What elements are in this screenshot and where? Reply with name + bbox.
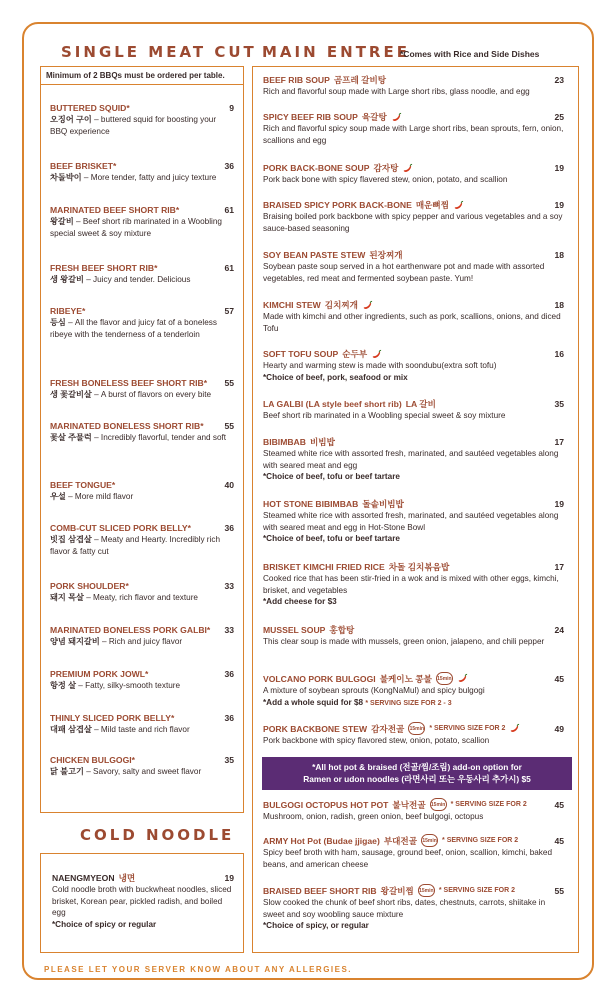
item-choice [263,920,564,932]
item-korean-name: 양념 돼지갈비 [50,637,100,646]
meat-item [50,305,234,340]
item-description [50,432,234,444]
item-description: Beef short rib marinated in a Woobling special sweet & soy mixture [263,411,506,420]
item-description [50,724,234,736]
item-description: Cooked rice that has been stir-fried in a wok and is mixed with other eggs, kimchi, brisket, and vegetables [263,574,559,595]
item-price: 55 [224,378,234,388]
serving-size: * SERVING SIZE FOR 2 [438,886,515,894]
timer-icon: 15min [418,884,435,897]
item-description: This clear soup is made with mussels, green onion, jalapeno, and chili pepper [263,637,545,646]
item-choice-text: *Choice of beef, tofu or beef tartare [263,472,400,481]
item-desc-text: – Meaty, rich flavor and texture [83,593,198,602]
item-desc-text: – Mild taste and rich flavor [91,725,190,734]
item-description: Braising boiled pork backbone with spicy pepper and various vegetables and a soy sauce-based seasoning [263,212,563,233]
item-price: 19 [554,200,564,210]
banner-line-1: *All hot pot & braised (전골/찜/조림) add-on option for [312,762,522,772]
main-entree-note: *Comes with Rice and Side Dishes [400,49,540,59]
item-price: 19 [554,499,564,509]
timer-icon: 15min [421,834,438,847]
item-name: PREMIUM PORK JOWL* [50,669,149,679]
item-price: 33 [224,581,234,591]
item-name: BEEF RIB SOUP [263,75,330,85]
item-name: BUTTERED SQUID* [50,103,130,113]
item-price: 35 [224,755,234,765]
item-description: Rich and flavorful spicy soup made with Large short ribs, bean sprouts, fern, onion, scallions and egg [263,124,564,145]
item-description [50,274,234,286]
item-price: 18 [554,250,564,260]
add-on-banner [262,757,572,790]
item-price: 36 [224,669,234,679]
item-korean-name: 빗집 삼겹살 [50,535,92,544]
allergy-footer: PLEASE LET YOUR SERVER KNOW ABOUT ANY ALLERGIES. [44,965,353,974]
item-korean-name: 대패 삼겹살 [50,725,92,734]
item-choice-text: *Choice of spicy, or regular [263,921,369,930]
item-price: 23 [554,75,564,85]
item-korean-name: 감자탕 [373,163,399,173]
item-description: Spicy beef broth with ham, sausage, ground beef, onion, scallion, kimchi, baked beans, and american cheese [263,848,553,869]
item-choice [263,596,564,608]
item-korean-name: 순두부 [342,349,368,359]
entree-item [263,798,564,823]
item-description: Cold noodle broth with buckwheat noodles, sliced brisket, Korean pear, pickled radish, and boiled egg [52,885,232,917]
item-price: 19 [224,873,234,883]
item-description [50,216,234,239]
item-description [50,636,234,648]
timer-icon: 15min [408,722,425,735]
item-choice-text: *Choice of beef, tofu or beef tartare [263,534,400,543]
single-meat-cut-title: SINGLE MEAT CUT [61,43,257,61]
item-choice [263,471,564,483]
item-description [50,317,234,340]
item-name: FRESH BEEF SHORT RIB* [50,263,158,273]
entree-item [263,74,564,98]
item-name: MUSSEL SOUP [263,625,326,635]
serving-size: * SERVING SIZE FOR 2 [450,800,527,808]
item-desc-text: – Incredibly flavorful, tender and soft [91,433,227,442]
item-description: Pork back bone with spicy flavered stew, onion, potato, and scallion [263,175,508,184]
item-korean-name: 생 꽃갈비살 [50,390,92,399]
divider [40,84,244,85]
chili-pepper-icon [371,349,382,360]
item-korean-name: 항정 살 [50,681,77,690]
item-name: KIMCHI STEW [263,300,321,310]
item-name: VOLCANO PORK BULGOGI [263,673,376,684]
item-korean-name: 돌솥비빔밥 [362,499,404,509]
item-price: 45 [554,835,564,846]
chili-pepper-icon [402,163,413,174]
item-korean-name: 김치찌개 [324,300,358,310]
meat-item [50,377,234,401]
entree-item [263,299,564,334]
item-desc-text: – Rich and juicy flavor [99,637,183,646]
entree-item [263,199,564,234]
item-description [50,172,234,184]
serving-size: * SERVING SIZE FOR 2 - 3 [365,699,452,707]
item-name: SOY BEAN PASTE STEW [263,250,366,260]
entree-item [263,672,564,709]
item-description [50,389,234,401]
item-name: BRISKET KIMCHI FRIED RICE [263,562,385,572]
item-name: BULGOGI OCTOPUS HOT POT [263,799,389,810]
main-entree-title: MAIN ENTREE [262,43,410,61]
item-price: 25 [554,112,564,122]
item-price: 49 [554,723,564,734]
item-korean-name: 닭 불고기 [50,767,84,776]
item-name: BRAISED SPICY PORK BACK-BONE [263,200,412,210]
item-korean-name: 왕갈비 [50,217,74,226]
entree-item [263,834,564,870]
meat-item [50,479,234,503]
item-name: NAENGMYEON [52,873,115,883]
item-choice [263,697,564,710]
item-price: 9 [229,103,234,113]
item-desc-text: – buttered squid for boosting your BBQ experience [50,115,217,136]
item-price: 36 [224,523,234,533]
meat-item [50,522,234,557]
item-price: 24 [554,625,564,635]
entree-item [263,722,564,747]
item-choice: *Choice of spicy or regular [52,919,157,929]
meat-item [50,754,234,778]
item-desc-text: – All the flavor and juicy fat of a boneless ribeye with the tenderness of a tenderloin [50,318,217,339]
item-description [50,592,234,604]
item-price: 17 [554,562,564,572]
item-name: SPICY BEEF RIB SOUP [263,112,358,122]
chili-pepper-icon [509,723,520,734]
entree-item [263,348,564,383]
item-name: BEEF BRISKET* [50,161,117,171]
item-korean-name: 불케이노 콩불 [379,673,432,684]
item-choice-text: *Add a whole squid for $8 [263,697,364,707]
meat-item [50,102,234,137]
item-description: Steamed white rice with assorted fresh, marinated, and sautéed vegetables along with seared meat and egg in Hot-Stone Bowl [263,511,559,532]
item-korean-name: 꽃살 주물럭 [50,433,92,442]
item-description: Mushroom, onion, radish, green onion, beef bulgogi, octopus [263,812,484,821]
item-name: FRESH BONELESS BEEF SHORT RIB* [50,378,208,388]
item-description: Pork backbone with spicy flavored stew, onion, potato, scallion [263,736,490,745]
item-price: 40 [224,480,234,490]
item-korean-name: 우설 [50,492,66,501]
item-name: THINLY SLICED PORK BELLY* [50,713,175,723]
meat-item [50,668,234,692]
item-korean-name: 비빔밥 [309,437,335,447]
item-description: Rich and flavorful soup made with Large short ribs, glass noodle, and egg [263,87,530,96]
item-korean-name: LA 갈비 [405,399,436,409]
item-korean-name: 왕갈비찜 [380,885,414,896]
meat-item [50,712,234,736]
item-korean-name: 차돌박이 [50,173,82,182]
item-description [50,766,234,778]
item-korean-name: 돼지 목살 [50,593,84,602]
item-name: COMB-CUT SLICED PORK BELLY* [50,523,192,533]
entree-item [263,436,564,483]
item-description: Soybean paste soup served in a hot earthenware pot and made with assorted vegetables, red meat and fermented soybean paste. Yum! [263,262,545,283]
item-price: 45 [554,799,564,810]
item-description [50,534,234,557]
item-price: 55 [224,421,234,431]
meat-item [50,580,234,604]
entree-item [263,162,564,186]
entree-item [263,561,564,608]
item-desc-text: – A burst of flavors on every bite [91,390,212,399]
item-name: MARINATED BONELESS SHORT RIB* [50,421,204,431]
item-korean-name: 홍합탕 [329,625,355,635]
item-korean-name: 감자전골 [371,723,405,734]
item-korean-name: 곰프레 갈비탕 [333,75,387,85]
item-korean-name: 육갈탕 [361,112,387,122]
banner-line-2: Ramen or udon noodles (라면사리 또는 우동사리 추가시) $5 [303,773,531,784]
item-desc-text: – Juicy and tender. Delicious [83,275,191,284]
item-korean-name: 생 왕갈비 [50,275,84,284]
item-name: RIBEYE* [50,306,86,316]
entree-item [263,249,564,284]
entree-item [263,398,564,422]
item-desc-text: – More mild flavor [65,492,134,501]
entree-item [263,884,564,932]
item-korean-name: 차돌 김치볶음밥 [388,562,450,572]
item-name: PORK SHOULDER* [50,581,129,591]
chili-pepper-icon [457,673,468,684]
item-description: Made with kimchi and other ingredients, such as pork, scallions, onions, and diced Tofu [263,312,561,333]
chili-pepper-icon [453,200,464,211]
item-price: 36 [224,713,234,723]
item-price: 16 [554,349,564,359]
meat-item [50,160,234,184]
item-desc-text: – Fatty, silky-smooth texture [76,681,181,690]
item-name: PORK BACK-BONE SOUP [263,163,370,173]
item-korean-name: 매운뼈찜 [415,200,450,210]
entree-item [263,624,564,648]
meat-item [50,420,234,444]
item-korean-name: 부대전골 [383,835,418,846]
item-name: LA GALBI (LA style beef short rib) [263,399,402,409]
chili-pepper-icon [391,112,402,123]
item-name: MARINATED BEEF SHORT RIB* [50,205,180,215]
item-korean-name: 냉면 [118,873,136,883]
item-korean-name: 오징어 구이 [50,115,92,124]
item-price: 18 [554,300,564,310]
item-name: BIBIMBAB [263,437,306,447]
item-name: PORK BACKBONE STEW [263,723,368,734]
cold-noodle-item [52,872,234,930]
timer-icon: 15min [436,672,453,685]
entree-item [263,498,564,545]
item-name: CHICKEN BULGOGI* [50,755,135,765]
cold-noodle-title: COLD NOODLE [80,826,235,844]
item-choice [263,533,564,545]
item-price: 19 [554,163,564,173]
serving-size: * SERVING SIZE FOR 2 [429,724,506,732]
item-price: 57 [224,306,234,316]
serving-size: * SERVING SIZE FOR 2 [442,836,519,844]
item-price: 35 [554,399,564,409]
item-korean-name: 된장찌개 [369,250,403,260]
item-description: Hearty and warming stew is made with soondubu(extra soft tofu) [263,361,497,370]
item-price: 17 [554,437,564,447]
item-desc-text: – Meaty and Hearty. Incredibly rich flavor & fatty cut [50,535,221,556]
item-price: 33 [224,625,234,635]
item-description: A mixture of soybean sprouts (KongNaMul) and spicy bulgogi [263,686,485,695]
item-price: 61 [224,205,234,215]
item-choice-text: *Choice of beef, pork, seafood or mix [263,372,408,382]
item-description: Steamed white rice with assorted fresh, marinated, and sautéed vegetables along with seared meat and egg [263,449,559,470]
item-korean-name: 불낙전골 [392,799,426,810]
item-description [50,491,234,503]
min-order-note: Minimum of 2 BBQs must be ordered per table. [46,71,225,80]
item-desc-text: – More tender, fatty and juicy texture [81,173,217,182]
item-name: SOFT TOFU SOUP [263,349,339,359]
timer-icon: 15min [430,798,447,811]
item-choice-text: *Add cheese for $3 [263,597,337,606]
entree-item [263,111,564,146]
item-description: Slow cooked the chunk of beef short ribs, dates, chestnuts, carrots, shiitake in sweet and soy woobling sauce mixture [263,898,546,919]
item-korean-name: 등심 [50,318,66,327]
item-description [50,114,234,137]
chili-pepper-icon [362,300,373,311]
item-name: MARINATED BONELESS PORK GALBI* [50,625,211,635]
item-price: 36 [224,161,234,171]
meat-item [50,204,234,239]
meat-item [50,262,234,286]
item-price: 55 [554,885,564,896]
item-name: BEEF TONGUE* [50,480,116,490]
item-name: HOT STONE BIBIMBAB [263,499,359,509]
item-desc-text: – Beef short rib marinated in a Woobling special sweet & soy mixture [50,217,222,238]
item-desc-text: – Savory, salty and sweet flavor [83,767,202,776]
item-description [50,680,234,692]
item-price: 45 [554,673,564,684]
item-name: ARMY Hot Pot (Budae jjigae) [263,835,380,846]
item-choice [263,372,564,384]
meat-item [50,624,234,648]
item-price: 61 [224,263,234,273]
item-name: BRAISED BEEF SHORT RIB [263,885,377,896]
